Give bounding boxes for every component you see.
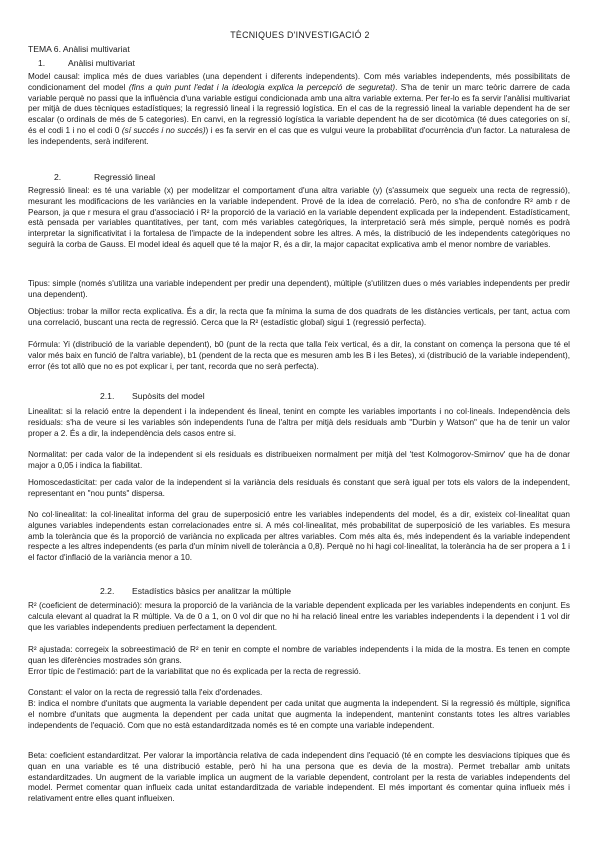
s1-text-b: . S'ha de tenir un marc teòric darrere de cada variable perquè no passi que la influència d'una variable estigui condicionada amb una altra variable externa. Per fer-lo es fa servir l'anàlisi multivariat per mitjà de dues tècniques estadístiques; la regressió lineal i la regressió logística. En el cas de la regressió lineal la variable dependent ha de ser escalar (o ordinals de més de 5 categories). En canvi, en la regressió logística la variable dependent ha de ser dicotòmica (té dues categories on sí, és el codi 1 i no el codi 0	[28, 82, 570, 135]
s1-italic-a: (fins a quin punt l'edat i la ideologia explica la percepció de seguretat)	[128, 82, 396, 92]
section-2-2-number: 2.2.	[100, 586, 115, 596]
section-1-title: Anàlisi multivariat	[68, 58, 135, 68]
s22-paragraph-2: R² ajustada: corregeix la sobreestimació de R² en tenir en compte el nombre de variables independents i la mida de la mostra. Es tenen en compte quan les diferències mostrades són grans.	[28, 645, 570, 665]
section-1-number: 1.	[38, 58, 46, 68]
s1-text-c: ) i es fa servir en el cas que es vulgui veure la probabilitat d'ocurrència d'un factor. La naturalesa de les independents, serà indiferent.	[28, 125, 571, 146]
s22-paragraph-3b: B: indica el nombre d'unitats que augmenta la variable dependent per cada unitat que augmenta la independent. Si la regressió és múltiple, significa el nombre d'unitats que augmenta la dependent per cada unitat que augmenta la independent, mantenint constants totes les altres variables independents de l'equació. Com que no està estandarditzada només es té en compte una variable independent.	[28, 699, 570, 730]
section-2-heading	[54, 172, 155, 182]
s2-paragraph-4: Fórmula: Yi (distribució de la variable dependent), b0 (punt de la recta que talla l'eix vertical, és a dir, la constant on comença la persona que té el valor més baix en funció de l'altra variable), b1 (pendent de la recta que es mesuren amb les B i les Betes), xi (distribució de la variable independent), error (és tot allò que no es pot explicar i, per tant, recorda que no serà perfecta).	[28, 340, 570, 371]
s21-paragraph-3: Homoscedasticitat: per cada valor de la independent si la variància dels residuals és constant que serà igual per tots els valors de la independent, representant en "nou punts" dispersa.	[28, 478, 570, 498]
section-2-1-heading	[100, 391, 205, 401]
s22-paragraph-2b: Error típic de l'estimació: part de la variabilitat que no és explicada per la recta de regressió.	[28, 667, 361, 676]
section-2-2-heading	[100, 586, 291, 596]
s2-paragraph-3: Objectius: trobar la millor recta explicativa. És a dir, la recta que fa mínima la suma de dos quadrats de les distàncies verticals, per tant, actua com una correlació, buscant una recta de regressió. Cerca que la R² (estadístic global) sigui 1 (regressió perfecta).	[28, 307, 570, 327]
s22-paragraph-3: Constant: el valor on la recta de regressió talla l'eix d'ordenades.	[28, 688, 263, 697]
s1-italic-b: (sí succés i no succés)	[121, 125, 206, 135]
section-2-title: Regressió lineal	[94, 172, 156, 182]
s2-paragraph-1: Regressió lineal: es té una variable (x) per modelitzar el comportament d'una altra variable (y) (s'assumeix que segueix una recta de regressió), mesurant les modificacions de les variàncies en la variable independent. Prové de la idea de correlació. Però, no s'ha de confondre R² amb r de Pearson, ja que r mesura el grau d'associació i R² la proporció de la variació en la variable dependent explicada per la independent. Estadísticament, està pensada per variables quantitatives, per tant, com més variables categòriques, la interpretació serà més simple, perquè només es podrà interpretar la significativitat i la fortalesa de l'impacte de la independent sobre les altres. A més, la distribució de les independents categòriques no seguirà la corba de Gauss. El model ideal és aquell que té la major R, és a dir, la major capacitat explicativa amb el menor nombre de variables.	[28, 186, 570, 249]
section-1-paragraph	[28, 72, 570, 148]
document-title: TÈCNIQUES D'INVESTIGACIÓ 2	[230, 30, 370, 40]
section-2-number: 2.	[54, 172, 62, 182]
section-2-1-title: Supòsits del model	[132, 391, 205, 401]
s2-paragraph-2: Tipus: simple (només s'utilitza una variable independent per predir una dependent), múltiple (s'utilitzen dues o més variables independents per predir una dependent).	[28, 279, 570, 299]
section-2-1-number: 2.1.	[100, 391, 115, 401]
s1-text-a: Model causal: implica més de dues variables (una dependent i diferents independents). Com més variables independents, més possibilitats de condicionament del model	[28, 72, 570, 92]
s21-paragraph-2: Normalitat: per cada valor de la independent si els residuals es distribueixen normalment per mitjà del 'test Kolmogorov-Smirnov' que ha de donar major a 0,05 i indica la fiabilitat.	[28, 450, 570, 470]
s22-paragraph-4: Beta: coeficient estandarditzat. Per valorar la importància relativa de cada independent dins l'equació (té en compte les desviacions típiques que és quan en una variable es té una distribució estable, però hi ha una persona que es devia de la mostra). Permet treballar amb unitats estandarditzades. Un augment de la variable implica un augment de la variable dependent, controlant per la resta de variables independents del model. Permet comentar quan influeix cada unitat estandarditzada de variable independent. El més important és comentar quina influeix més i relativament entre elles quant influeixen.	[28, 751, 570, 804]
section-2-2-title: Estadístics bàsics per analitzar la múltiple	[132, 586, 292, 596]
s21-paragraph-4: No col·linealitat: la col·linealitat informa del grau de superposició entre les variables independents del model, és a dir, existeix col·linealitat quan algunes variables independents estan correlacionades entre si. A més col·linealitat, més probabilitat de superposició de les variables. Es mesura amb la tolerància que és la proporció de variància no explicada per altres variables. Com més alta és, més independent és la variable independent respecte a les altres independents (es parla d'un mínim nivell de tolerància a 0,8). Perquè no hi hagi col·linealitat, la tolerància ha de ser propera a 1 i el factor d'inflació de la variància menor a 10.	[28, 510, 570, 563]
section-1-heading	[38, 58, 135, 68]
s22-paragraph-1: R² (coeficient de determinació): mesura la proporció de la variància de la variable dependent explicada per les variables independents en conjunt. Es calcula elevant al quadrat la R múltiple. Va de 0 a 1, on 0 vol dir que no hi ha relació lineal entre les variables independents i la dependent i 1 vol dir que les variables independents prediuen perfectament la dependent.	[28, 601, 570, 632]
s21-paragraph-1: Linealitat: si la relació entre la dependent i la independent és lineal, tenint en compte les variables importants i no col·lineals. Independència dels residuals: s'ha de veure si les variables són independents l'una de l'altra per mitjà dels residuals amb "Durbin y Watson" que ha de tenir un valor proper a 2. És a dir, la independència dels casos entre si.	[28, 407, 570, 438]
tema-heading: TEMA 6. Anàlisi multivariat	[28, 44, 130, 54]
